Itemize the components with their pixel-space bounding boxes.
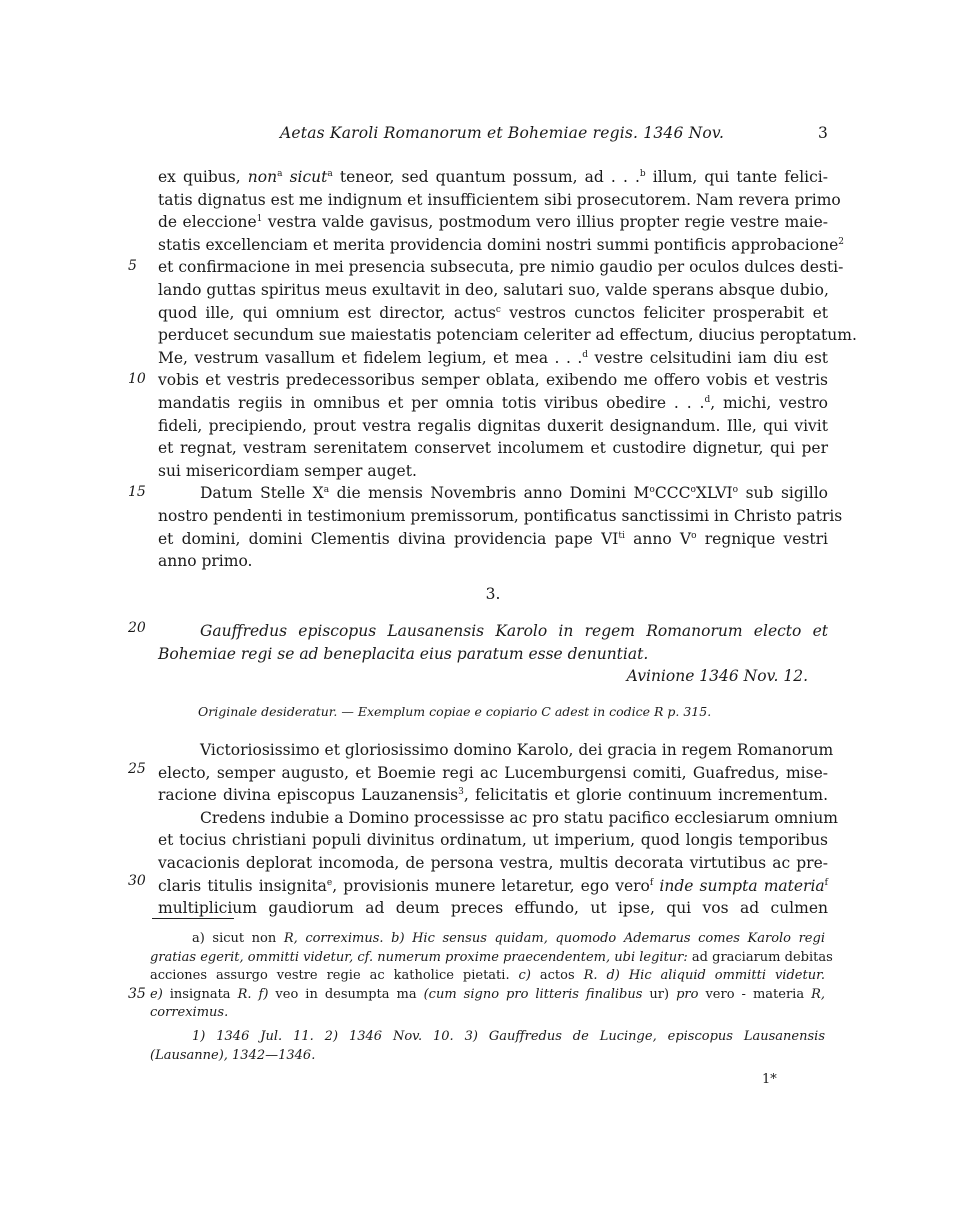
page-number: 3 <box>818 124 828 142</box>
footnote-marker: o <box>649 485 655 496</box>
italic-text: (cum signo pro litteris finalibus <box>423 986 643 1002</box>
text-line: tatis dignatus est me indignum et insufficientem sibi prosecutorem. Nam revera primo <box>158 190 841 209</box>
place-date: Avinione 1346 Nov. 12. <box>626 667 808 686</box>
footnote-marker: f <box>824 877 828 888</box>
text-line: de eleccione$^1$ vestra valde gavisus, postmodum vero illius propter regie vestre maie- <box>158 213 828 232</box>
text-line: lando guttas spiritus meus exultavit in deo, salutari suo, valde sperans absque dubio, <box>158 280 829 299</box>
italic-text: sicut <box>289 168 328 186</box>
text-line: Credens indubie a Domino processisse ac pro statu pacifico ecclesiarum omnium <box>200 808 839 827</box>
italic-text: inde sumpta materia <box>659 876 825 895</box>
footnote-marker: a <box>277 169 283 179</box>
italic-text: R. d) Hic aliquid ommitti videtur. <box>583 968 825 984</box>
text-line: electo, semper augusto, et Boemie regi ac Lucemburgensi comiti, Guafredus, mise- <box>158 763 828 782</box>
line-number: 25 <box>128 761 146 777</box>
text-line: Datum Stelle $X^a$ die mensis Novembris anno Domini $M^oCCC^oXLVI^o$ sub sigillo <box>200 484 828 503</box>
italic-text: b) Hic sensus quidam, quomodo Ademarus comes Karolo regi <box>391 931 825 946</box>
footnote-marker: 2 <box>838 236 844 247</box>
regest-line: Gauffredus episcopus Lausanensis Karolo in regem Romanorum electo et <box>200 622 828 640</box>
footnote-line <box>150 1004 825 1023</box>
footnote-line: e) insignata R. f) veo in desumpta ma (cum signo pro litteris finalibus ur) pro vero - materia R, <box>150 986 826 1002</box>
footnote-marker: c <box>495 304 501 315</box>
italic-text: c) <box>518 968 531 984</box>
italic-text: R. f) <box>237 986 269 1002</box>
text-line: vobis et vestris predecessoribus semper oblata, exibendo me offero vobis et vestris <box>158 371 828 390</box>
footnote-marker: d <box>582 349 589 360</box>
letter-body <box>158 739 839 920</box>
text-line: et tocius christiani populi divinitus ordinatum, ut imperium, quod longis temporibus <box>158 831 828 850</box>
running-title: Aetas Karoli Romanorum et Bohemiae regis. 1346 Nov. <box>280 124 725 142</box>
text-line: sui misericordiam semper auget. <box>158 461 417 480</box>
italic-text: R, <box>811 986 826 1002</box>
line-number: 35 <box>128 986 146 1002</box>
italic-text: pro <box>676 986 699 1002</box>
line-number: 30 <box>128 873 146 889</box>
text-line: ex quibus, non$^a$ sicut$^a$ teneor, sed quantum possum, ad . . .$^b$ illum, qui tante felici- <box>158 168 828 186</box>
signature-mark: 1* <box>762 1072 777 1087</box>
text-line: et domini, domini Clementis divina providencia pape $VI^{ti}$ anno $V^o$ regnique vestri <box>158 529 828 548</box>
footnote-line: a) sicut non R, correximus. b) Hic sensus quidam, quomodo Ademarus comes Karolo regi <box>192 931 825 946</box>
italic-text: non <box>247 168 278 186</box>
footnote-marker: e <box>326 877 333 888</box>
text-line: perducet secundum sue maiestatis potenciam celeriter ad effectum, diucius peroptatum. <box>158 326 857 345</box>
critical-apparatus <box>150 930 833 1023</box>
text-line: statis excellenciam et merita providencia domini nostri summi pontificis approbacione$^2$ <box>158 235 844 254</box>
source-note: Originale desideratur. — Exemplum copiae e copiario C adest in codice R p. 315. <box>198 704 712 719</box>
footnote-line: gratias egerit, ommitti videtur, cf. numerum proxime praecendentem, ubi legitur: ad graciarum debitas <box>150 949 833 965</box>
footnote-marker: 3 <box>458 787 464 798</box>
regest-line: Bohemiae regi se ad beneplacita eius paratum esse denuntiat. <box>158 644 649 663</box>
italic-text: correximus. <box>150 1005 229 1021</box>
line-number: 20 <box>128 620 146 636</box>
text-line: anno primo. <box>158 552 253 571</box>
document-number: 3. <box>485 585 501 603</box>
footnote-marker: a <box>323 485 330 496</box>
text-line: fideli, precipiendo, prout vestra regalis dignitas duxerit designandum. Ille, qui vivit <box>158 416 828 435</box>
footnote-marker: b <box>639 169 646 179</box>
footnote-marker: f <box>649 877 654 888</box>
text-line: quod ille, qui omnium est director, actus$^c$ vestros cunctos feliciter prosperabit et <box>158 303 828 322</box>
footnote-marker: o <box>690 485 696 496</box>
footnote-marker: ti <box>618 530 625 541</box>
text-line: claris titulis insignita$^e$, provisionis munere letaretur, ego vero$^f$ inde sumpta materia$^f$ <box>158 876 828 895</box>
italic-text: (Lausanne), 1342—1346. <box>150 1047 316 1063</box>
italic-text: gratias egerit, ommitti videtur, cf. numerum proxime praecendentem, ubi legitur: <box>150 949 688 965</box>
line-number: 15 <box>128 484 146 500</box>
historical-notes <box>150 1028 825 1065</box>
letter-end <box>158 166 857 573</box>
italic-text: e) <box>150 986 163 1002</box>
regest <box>158 620 828 688</box>
footnote-line <box>150 1028 825 1047</box>
text-line: vacacionis deplorat incomoda, de persona vestra, multis decorata virtutibus ac pre- <box>158 853 828 872</box>
footnote-marker: a <box>327 169 333 179</box>
footnote-line: acciones assurgo vestre regie ac katholice pietati. c) actos R. d) Hic aliquid ommitti videtur. <box>150 968 825 984</box>
line-number: 5 <box>128 258 137 274</box>
text-line: nostro pendenti in testimonium premissorum, pontificatus sanctissimi in Christo patris <box>158 506 843 525</box>
text-line: mandatis regiis in omnibus et per omnia totis viribus obedire . . .$^d$, michi, vestro <box>158 393 828 412</box>
footnote-marker: d <box>704 394 711 405</box>
text-line: racione divina episcopus Lauzanensis$^3$, felicitatis et glorie continuum incrementum. <box>158 786 828 805</box>
text-line: Me, vestrum vasallum et fidelem legium, et mea . . .$^d$ vestre celsitudini iam diu est <box>158 348 828 367</box>
footnote-marker: o <box>691 530 697 541</box>
footnote-line <box>150 1047 825 1066</box>
footnote-marker: 1 <box>256 214 263 225</box>
italic-text: 1) 1346 Jul. 11. 2) 1346 Nov. 10. 3) Gauffredus de Lucinge, episcopus Lausanensis <box>192 1029 825 1044</box>
italic-text: R, correximus. <box>283 931 384 946</box>
text-line: multiplicium gaudiorum ad deum preces effundo, ut ipse, qui vos ad culmen <box>158 899 828 918</box>
line-number: 10 <box>128 371 146 387</box>
text-line: Victoriosissimo et gloriosissimo domino Karolo, dei gracia in regem Romanorum <box>200 741 834 759</box>
text-line: et regnat, vestram serenitatem conservet incolumem et custodire dignetur, qui per <box>158 439 828 458</box>
footnote-marker: o <box>732 485 739 496</box>
text-line: et confirmacione in mei presencia subsecuta, pre nimio gaudio per oculos dulces desti- <box>158 258 844 277</box>
footnote-rule <box>152 918 234 919</box>
